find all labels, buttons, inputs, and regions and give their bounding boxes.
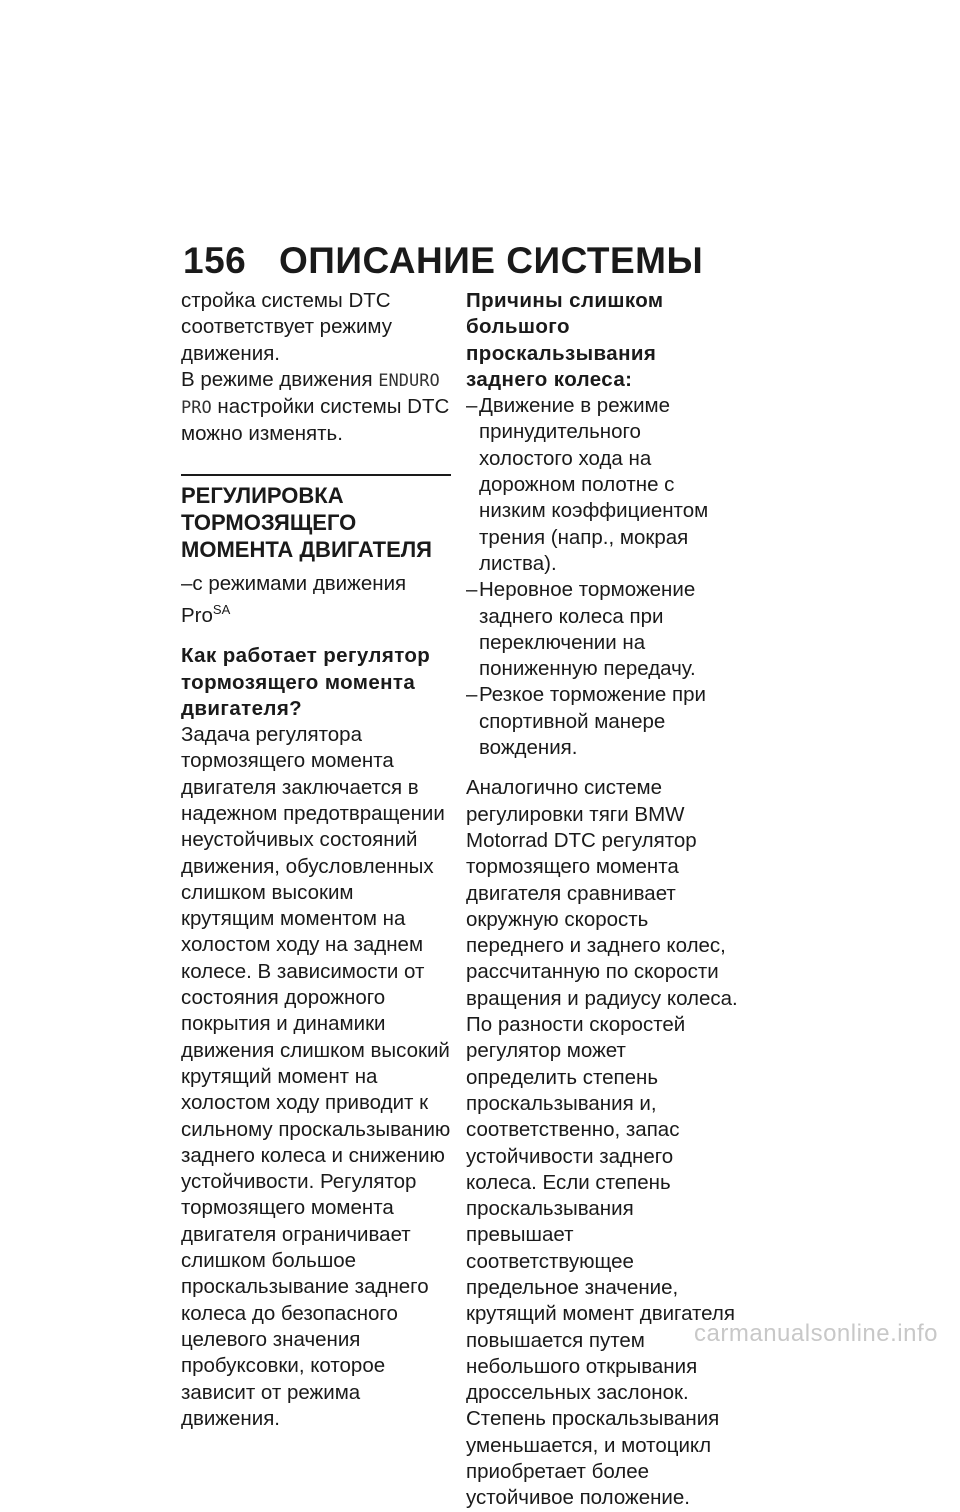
- dash-marker: –: [466, 394, 478, 418]
- intro-paragraph-1: стройка системы DTC соответствует режиму движения.: [181, 289, 392, 365]
- dash-marker: –: [466, 578, 478, 602]
- left-column: [181, 288, 451, 1432]
- subheading-how-it-works: Как работает регулятор тормозящего момента двигателя?: [181, 644, 431, 720]
- riding-mode-label: ENDURO PRO: [181, 370, 440, 419]
- page-header: [183, 240, 703, 282]
- body-paragraph: Задача регулятора тормозящего момента двигателя заключается в надежном предотвращении неустойчивых состояний движения, обусловленных слишком высоким крутящим моментом на холостом ходу на заднем колесе. В зависимости от состояния дорожного покрытия и динамики движения слишком высокий крутящий момент на холостом ходу приводит к сильному проскальзыванию заднего колеса и снижению устойчивости. Регулятор тормозящего момента двигателя ограничивает слишком большое проскальзывание заднего колеса до безопасного целевого значения пробуксовки, которое зависит от режима движения.: [181, 723, 451, 1430]
- page-title: ОПИСАНИЕ СИСТЕМЫ: [279, 240, 704, 281]
- sa-superscript: SA: [212, 602, 231, 618]
- subheading-causes: Причины слишком большого проскальзывания заднего колеса:: [466, 289, 664, 391]
- list-item: [466, 682, 738, 761]
- list-item-text: Резкое торможение при спортивной манере вождения.: [479, 683, 706, 760]
- section-title: РЕГУЛИРОВКА ТОРМОЗЯЩЕГО МОМЕНТА ДВИГАТЕЛЯ: [181, 482, 432, 562]
- page-number: 156: [183, 240, 247, 281]
- body-paragraph: Аналогично системе регулировки тяги BMW Motorrad DTC регулятор тормозящего момента двигателя сравнивает окружную скорость переднего и заднего колес, рассчитанную по скорости вращения и радиусу колеса. По разности скоростей регулятор может определить степень проскальзывания и, соответственно, запас устойчивости заднего колеса. Если степень проскальзывания превышает соответствующее предельное значение, крутящий момент двигателя повышается путем небольшого открывания дроссельных заслонок. Степень проскальзывания уменьшается, и мотоцикл приобретает более устойчивое положение.: [466, 776, 738, 1510]
- watermark: carmanualsonline.info: [694, 1320, 938, 1347]
- list-item-text: Неровное торможение заднего колеса при переключении на пониженную передачу.: [479, 578, 696, 681]
- list-item: [466, 577, 738, 682]
- list-item: [466, 393, 738, 577]
- section-note-text: с режимами движения Pro: [181, 571, 407, 627]
- dash-marker: –: [466, 683, 478, 707]
- list-item-text: Движение в режиме принудительного холостого хода на дорожном полотне с низким коэффициентом трения (напр., мокрая листва).: [479, 394, 709, 575]
- intro-text-end: настройки системы DTC можно изменять.: [181, 395, 450, 446]
- intro-text-start: В режиме движения: [181, 367, 373, 391]
- section-note: –с режимами движения Pro$^{SA}$: [181, 571, 407, 627]
- section-divider: [181, 474, 451, 476]
- intro-paragraph-2: [181, 367, 451, 448]
